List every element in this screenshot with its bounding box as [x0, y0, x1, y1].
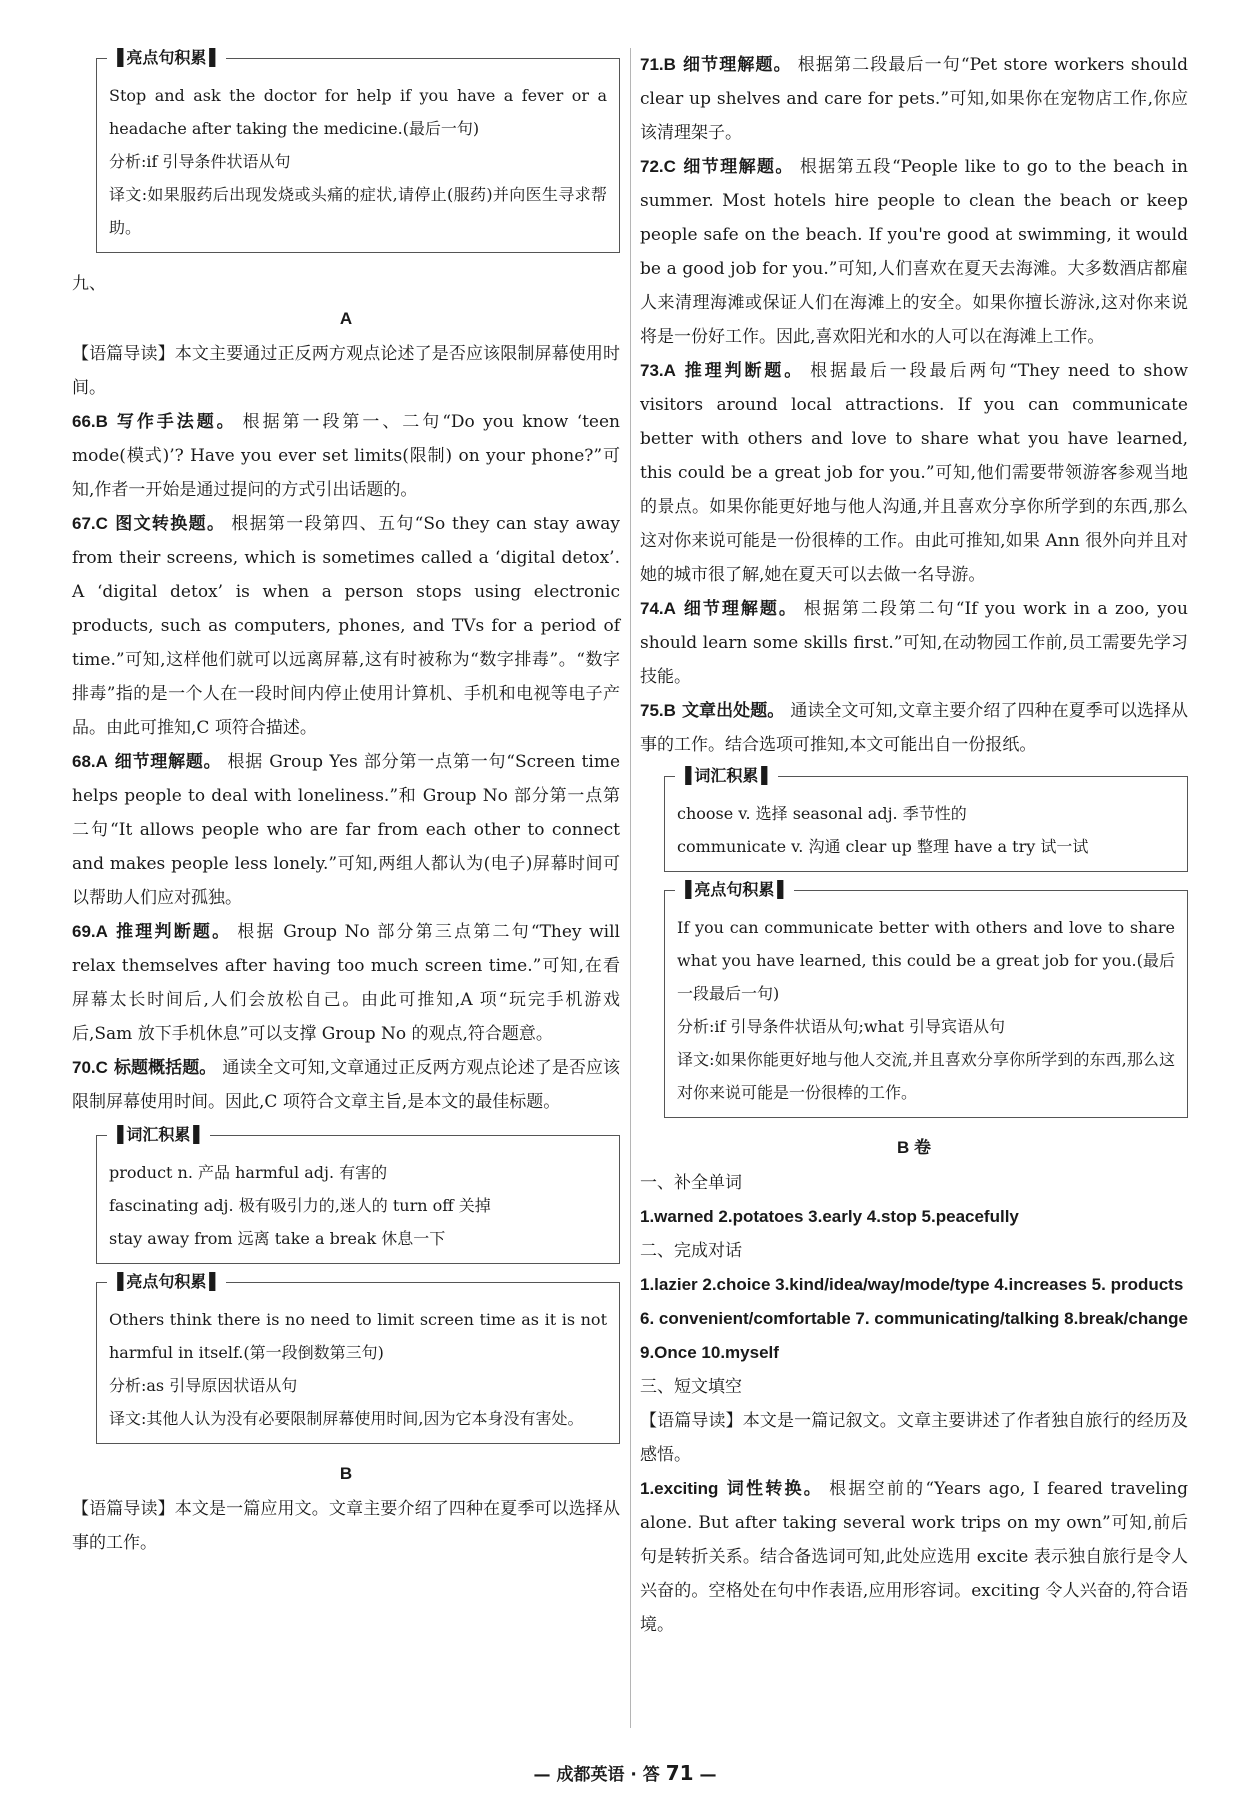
- answer-item: 75.B 文章出处题。 通读全文可知,文章主要介绍了四种在夏季可以选择从事的工作。结合选项可推知,本文可能出自一份报纸。: [640, 701, 1188, 755]
- box-line: Others think there is no need to limit screen time as it is not harmful in itself.(第一段倒数第三句): [109, 1310, 607, 1362]
- answer-item: 1.exciting 词性转换。 根据空前的“Years ago, I feared traveling alone. But after taking several work trips on my own”可知,前后句是转折关系。结合备选词可知,此处应选用 excite 表示独自旅行是令人兴奋的。空格处在句中作表语,应用形容词。exciting 令人兴奋的,符合语境。: [640, 1479, 1188, 1635]
- answer-item: 72.C 细节理解题。 根据第五段“People like to go to the beach in summer. Most hotels hire people to clean the beach or keep people safe on the beach. If you're good at swimming, it would be a good job for you.”可知,人们喜欢在夏天去海滩。大多数酒店都雇人来清理海滩或保证人们在海滩上的安全。如果你擅长游泳,这对你来说将是一份好工作。因此,喜欢阳光和水的人可以在海滩上工作。: [640, 157, 1189, 347]
- answer-list: 1.warned 2.potatoes 3.early 4.stop 5.peacefully: [640, 1207, 1019, 1226]
- highlight-sentence-box-3: [664, 880, 1188, 1118]
- answer-item: 67.C 图文转换题。 根据第一段第四、五句“So they can stay away from their screens, which is sometimes called a ‘digital detox’. A ‘digital detox’ is when a person stops using electronic products, such as computers, phones, and TVs for a period of time.”可知,这样他们就可以远离屏幕,这有时被称为“数字排毒”。“数字排毒”指的是一个人在一段时间内停止使用计算机、手机和电视等电子产品。由此可推知,C 项符合描述。: [72, 514, 620, 738]
- answer-list: 1.lazier 2.choice 3.kind/idea/way/mode/type 4.increases 5. products 6. convenient/comfortable 7. communicating/talking 8.break/change 9.Once 10.myself: [640, 1275, 1188, 1362]
- highlight-sentence-box-1: [96, 48, 620, 253]
- box-title: ▐ 亮点句积累 ▌: [107, 45, 226, 71]
- section-heading: 三、短文填空: [640, 1377, 742, 1397]
- column-divider: [630, 48, 631, 1728]
- passage-intro: 【语篇导读】本文是一篇记叙文。文章主要讲述了作者独自旅行的经历及感悟。: [640, 1411, 1188, 1465]
- passage-heading-b: B: [339, 1464, 353, 1483]
- page-footer: — 成都英语 · 答 71 —: [533, 1761, 717, 1785]
- right-column: [640, 48, 1188, 1642]
- vocabulary-box-1: [96, 1125, 620, 1264]
- box-title: ▐ 亮点句积累 ▌: [675, 877, 794, 903]
- box-line: 分析:if 引导条件状语从句;what 引导宾语从句: [677, 1017, 1005, 1036]
- answer-item: 69.A 推理判断题。 根据 Group No 部分第三点第二句“They will relax themselves after having too much screen time.”可知,在看屏幕太长时间后,人们会放松自己。由此可推知,A 项“玩完手机游戏后,Sam 放下手机休息”可以支撑 Group No 的观点,符合题意。: [72, 922, 620, 1044]
- box-line: choose v. 选择 seasonal adj. 季节性的: [677, 804, 967, 823]
- box-line: communicate v. 沟通 clear up 整理 have a try 试一试: [677, 837, 1089, 856]
- answer-item: 73.A 推理判断题。 根据最后一段最后两句“They need to show visitors around local attractions. If you can communicate better with others and love to share what you have learned, this could be a great job for you.”可知,他们需要带领游客参观当地的景点。如果你能更好地与他人沟通,并且喜欢分享你所学到的东西,那么这对你来说可能是一份很棒的工作。由此可推知,如果 Ann 很外向并且对她的城市很了解,她在夏天可以去做一名导游。: [640, 361, 1188, 585]
- vocabulary-box-2: [664, 766, 1188, 872]
- passage-intro: 【语篇导读】本文是一篇应用文。文章主要介绍了四种在夏季可以选择从事的工作。: [72, 1499, 620, 1553]
- answer-item: 68.A 细节理解题。 根据 Group Yes 部分第一点第一句“Screen time helps people to deal with loneliness.”和 Group No 部分第一点第二句“It allows people who are far from each other to connect and makes people less lonely.”可知,两组人都认为(电子)屏幕时间可以帮助人们应对孤独。: [72, 752, 621, 908]
- box-line: fascinating adj. 极有吸引力的,迷人的 turn off 关掉: [109, 1196, 491, 1215]
- section-heading: 九、: [72, 274, 106, 294]
- box-line: 分析:as 引导原因状语从句: [109, 1376, 298, 1395]
- answer-item: 70.C 标题概括题。 通读全文可知,文章通过正反两方观点论述了是否应该限制屏幕使用时间。因此,C 项符合文章主旨,是本文的最佳标题。: [72, 1058, 620, 1112]
- answer-item: 66.B 写作手法题。 根据第一段第一、二句“Do you know ‘teen mode(模式)’? Have you ever set limits(限制) on your phone?”可知,作者一开始是通过提问的方式引出话题的。: [72, 412, 620, 500]
- box-line: 译文:如果服药后出现发烧或头痛的症状,请停止(服药)并向医生寻求帮助。: [109, 185, 607, 237]
- section-heading-b-juan: B 卷: [897, 1138, 931, 1157]
- box-line: 译文:其他人认为没有必要限制屏幕使用时间,因为它本身没有害处。: [109, 1409, 584, 1428]
- box-title: ▐ 亮点句积累 ▌: [107, 1269, 226, 1295]
- box-line: If you can communicate better with others and love to share what you have learned, this could be a great job for you.(最后一段最后一句): [677, 918, 1175, 1003]
- page-number: 71: [665, 1761, 694, 1785]
- box-line: 分析:if 引导条件状语从句: [109, 152, 291, 171]
- box-title: ▐ 词汇积累 ▌: [675, 763, 778, 789]
- box-line: stay away from 远离 take a break 休息一下: [109, 1229, 446, 1248]
- answer-item: 71.B 细节理解题。 根据第二段最后一句“Pet store workers should clear up shelves and care for pets.”可知,如果你在宠物店工作,你应该清理架子。: [640, 55, 1188, 143]
- box-line: Stop and ask the doctor for help if you have a fever or a headache after taking the medicine.(最后一句): [109, 86, 607, 138]
- box-line: 译文:如果你能更好地与他人交流,并且喜欢分享你所学到的东西,那么这对你来说可能是一份很棒的工作。: [677, 1050, 1175, 1102]
- left-column: [72, 48, 620, 1560]
- answer-item: 74.A 细节理解题。 根据第二段第二句“If you work in a zoo, you should learn some skills first.”可知,在动物园工作前,员工需要先学习技能。: [640, 599, 1188, 687]
- passage-intro: 【语篇导读】本文主要通过正反两方观点论述了是否应该限制屏幕使用时间。: [72, 344, 620, 398]
- passage-heading-a: A: [339, 309, 353, 328]
- highlight-sentence-box-2: [96, 1272, 620, 1444]
- section-heading: 二、完成对话: [640, 1241, 742, 1261]
- box-line: product n. 产品 harmful adj. 有害的: [109, 1163, 388, 1182]
- section-heading: 一、补全单词: [640, 1173, 742, 1193]
- box-title: ▐ 词汇积累 ▌: [107, 1122, 210, 1148]
